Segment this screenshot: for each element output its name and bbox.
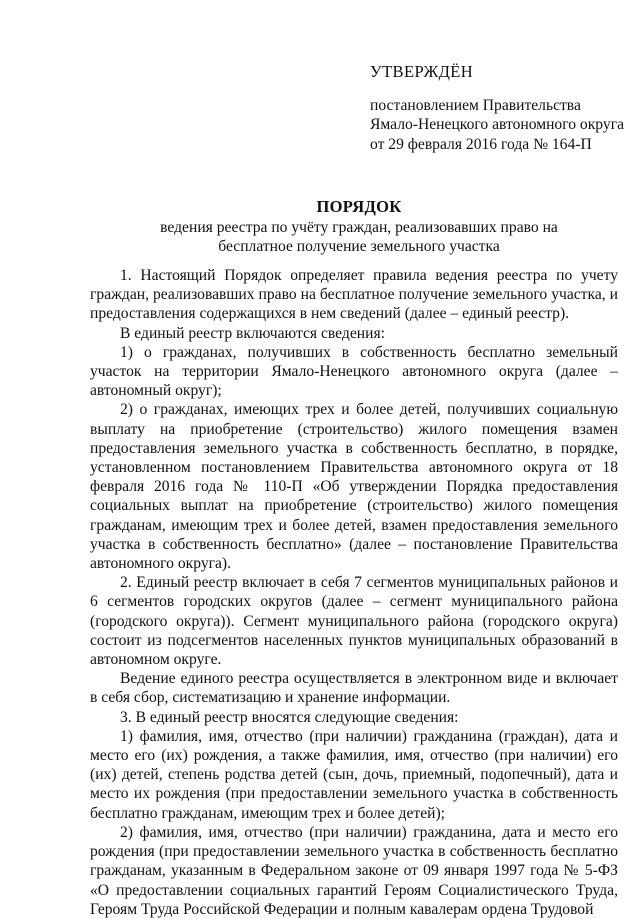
document-title-block [90, 197, 628, 257]
approval-line: от 29 февраля 2016 года № 164-П [370, 135, 592, 153]
document-subtitle-line: ведения реестра по учёту граждан, реализовавших право на [160, 219, 558, 237]
approval-heading: УТВЕРЖДЁН [370, 62, 474, 81]
document-body [90, 266, 618, 919]
document-title: ПОРЯДОК [316, 197, 402, 216]
approval-line: Ямало-Ненецкого автономного округа [370, 116, 625, 134]
document-subtitle-line: бесплатное получение земельного участка [218, 238, 500, 256]
approval-stamp [370, 62, 630, 154]
paragraph: 1) о гражданах, получивших в собственность бесплатно земельный участок на территории Ямало-Ненецкого автономного округа (далее – автономный округ); [90, 343, 618, 400]
paragraph: Ведение единого реестра осуществляется в электронном виде и включает в себя сбор, систематизацию и хранение информации. [90, 670, 618, 707]
paragraph: 2) о гражданах, имеющих трех и более детей, получивших социальную выплату на приобретение (строительство) жилого помещения взамен предоставления земельного участка в собственность бесплатно, в порядке, установленном постановлением Правительства автономного округа от 18 февраля 2016 года № 110-П «Об утверждении Порядка предоставления социальных выплат на приобретение (строительство) жилого помещения гражданам, имеющим трех и более детей, взамен предоставления земельного участка в собственность бесплатно» (далее – постановление Правительства автономного округа). [90, 401, 618, 573]
paragraph: 3. В единый реестр вносятся следующие сведения: [120, 708, 459, 726]
paragraph: В единый реестр включаются сведения: [120, 324, 385, 342]
paragraph: 1) фамилия, имя, отчество (при наличии) гражданина (граждан), дата и место его (их) рождения, а также фамилия, имя, отчество (при наличии) его (их) детей, степень родства детей (сын, дочь, приемный, подопечный), дата и место их рождения (при предоставлении земельного участка в собственность бесплатно гражданам, имеющим трех и более детей); [90, 727, 618, 822]
paragraph: 2. Единый реестр включает в себя 7 сегментов муниципальных районов и 6 сегментов городских округов (далее – сегмент муниципального района (городского округа)). Сегмент муниципального района (городского округа) состоит из подсегментов населенных пунктов муниципальных образований в автономном округе. [90, 574, 618, 669]
paragraph: 2) фамилия, имя, отчество (при наличии) гражданина, дата и место его рождения (при предоставлении земельного участка в собственность бесплатно гражданам, указанным в Федеральном законе от 09 января 1997 года № 5-ФЗ «О предоставлении социальных гарантий Героям Социалистического Труда, Героям Труда Российской Федерации и полным кавалерам ордена Трудовой [90, 823, 618, 918]
paragraph: 1. Настоящий Порядок определяет правила ведения реестра по учету граждан, реализовавших право на бесплатное получение земельного участка, и предоставления содержащихся в нем сведений (далее – единый реестр). [90, 267, 618, 323]
approval-line: постановлением Правительства [370, 97, 581, 115]
